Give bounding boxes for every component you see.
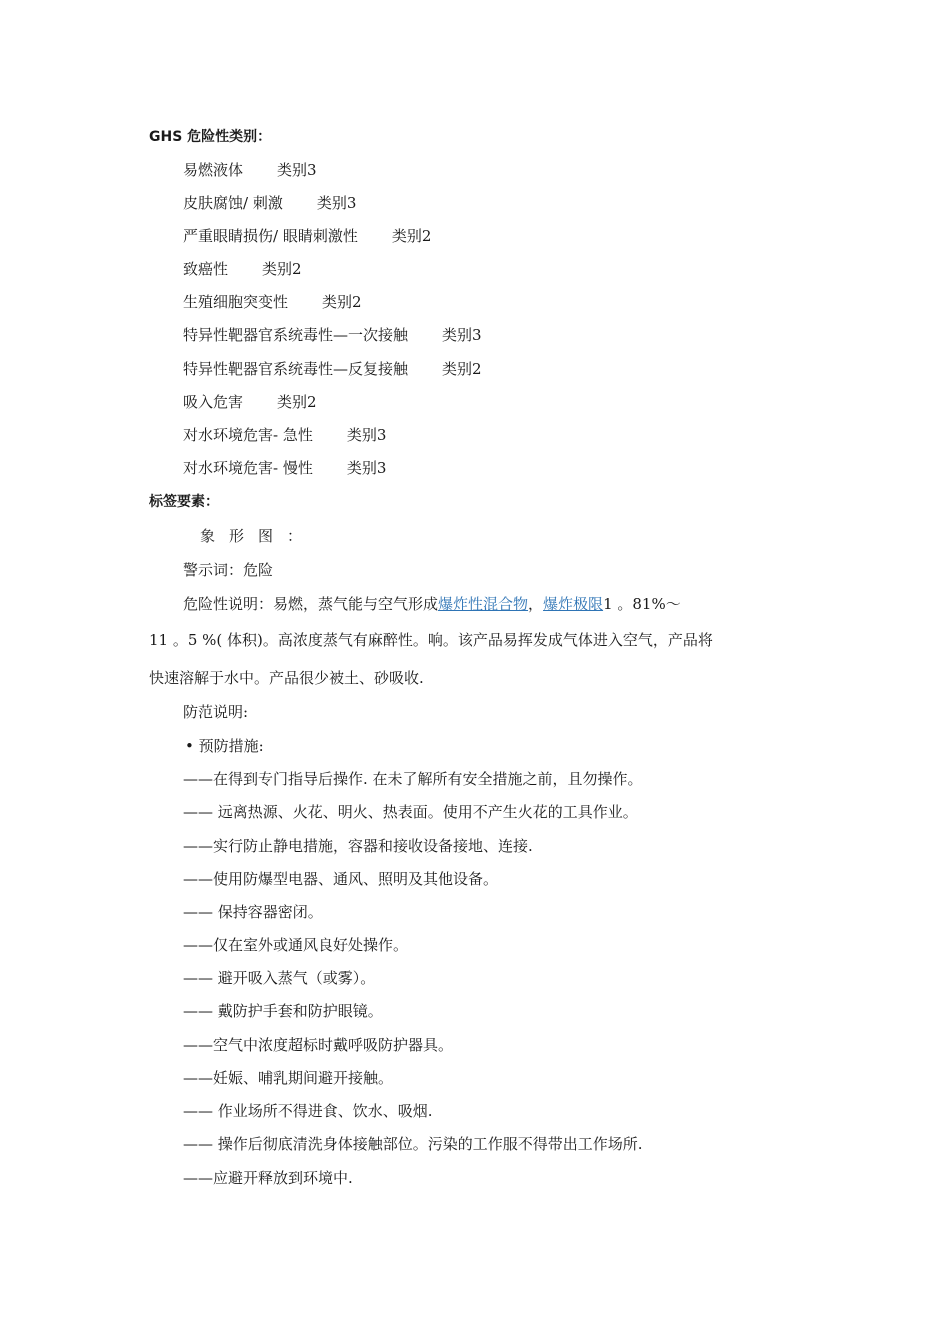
ghs-heading: GHS 危险性类别： (149, 129, 272, 145)
signal-word: 警示词：危险 (183, 561, 274, 579)
ghs-item: 特异性靶器官系统毒性—反复接触 类别2 (183, 360, 482, 378)
prevention-item: ——实行防止静电措施，容器和接收设备接地、连接. (183, 837, 533, 855)
prevention-item: ——应避开释放到环境中. (183, 1169, 353, 1187)
prevention-item: ——妊娠、哺乳期间避开接触。 (183, 1069, 394, 1087)
prevention-item: ——空气中浓度超标时戴呼吸防护器具。 (183, 1036, 454, 1054)
ghs-item: 吸入危害 类别2 (183, 393, 317, 411)
prevention-item: ——仅在室外或通风良好处操作。 (183, 936, 409, 954)
prevention-heading: • 预防措施: (185, 737, 264, 755)
ghs-item: 对水环境危害- 慢性 类别3 (183, 459, 387, 477)
ghs-item: 皮肤腐蚀/ 刺激 类别3 (183, 194, 357, 212)
explosion-limit-link[interactable]: 爆炸极限 (543, 595, 604, 613)
ghs-item: 特异性靶器官系统毒性—一次接触 类别3 (183, 326, 482, 344)
prevention-item: —— 避开吸入蒸气（或雾）。 (183, 969, 376, 987)
precaution-heading: 防范说明: (183, 703, 249, 721)
hazard-statement-line: 11 。5 %( 体积)。高浓度蒸气有麻醉性。响。该产品易挥发成气体进入空气，产品将 (149, 631, 713, 649)
explosive-mixture-link[interactable]: 爆炸性混合物 (438, 595, 529, 613)
hazard-statement-line: 危险性说明：易燃，蒸气能与空气形成爆炸性混合物，爆炸极限1 。81%～ (183, 595, 681, 613)
prevention-item: —— 作业场所不得进食、饮水、吸烟. (183, 1102, 433, 1120)
ghs-item: 致癌性 类别2 (183, 260, 302, 278)
ghs-item: 严重眼睛损伤/ 眼睛刺激性 类别2 (183, 227, 432, 245)
prevention-item: —— 保持容器密闭。 (183, 903, 323, 921)
pictogram-label: 象形图： (200, 527, 317, 545)
hazard-statement-line: 快速溶解于水中。产品很少被土、砂吸收. (149, 669, 424, 687)
ghs-item: 对水环境危害- 急性 类别3 (183, 426, 387, 444)
prevention-item: ——在得到专门指导后操作. 在未了解所有安全措施之前，且勿操作。 (183, 770, 643, 788)
prevention-item: —— 操作后彻底清洗身体接触部位。污染的工作服不得带出工作场所. (183, 1135, 643, 1153)
ghs-item: 易燃液体 类别3 (183, 161, 317, 179)
ghs-item: 生殖细胞突变性 类别2 (183, 293, 362, 311)
prevention-item: —— 戴防护手套和防护眼镜。 (183, 1002, 383, 1020)
prevention-item: —— 远离热源、火花、明火、热表面。使用不产生火花的工具作业。 (183, 803, 638, 821)
prevention-item: ——使用防爆型电器、通风、照明及其他设备。 (183, 870, 499, 888)
label-elements-heading: 标签要素： (149, 494, 219, 510)
